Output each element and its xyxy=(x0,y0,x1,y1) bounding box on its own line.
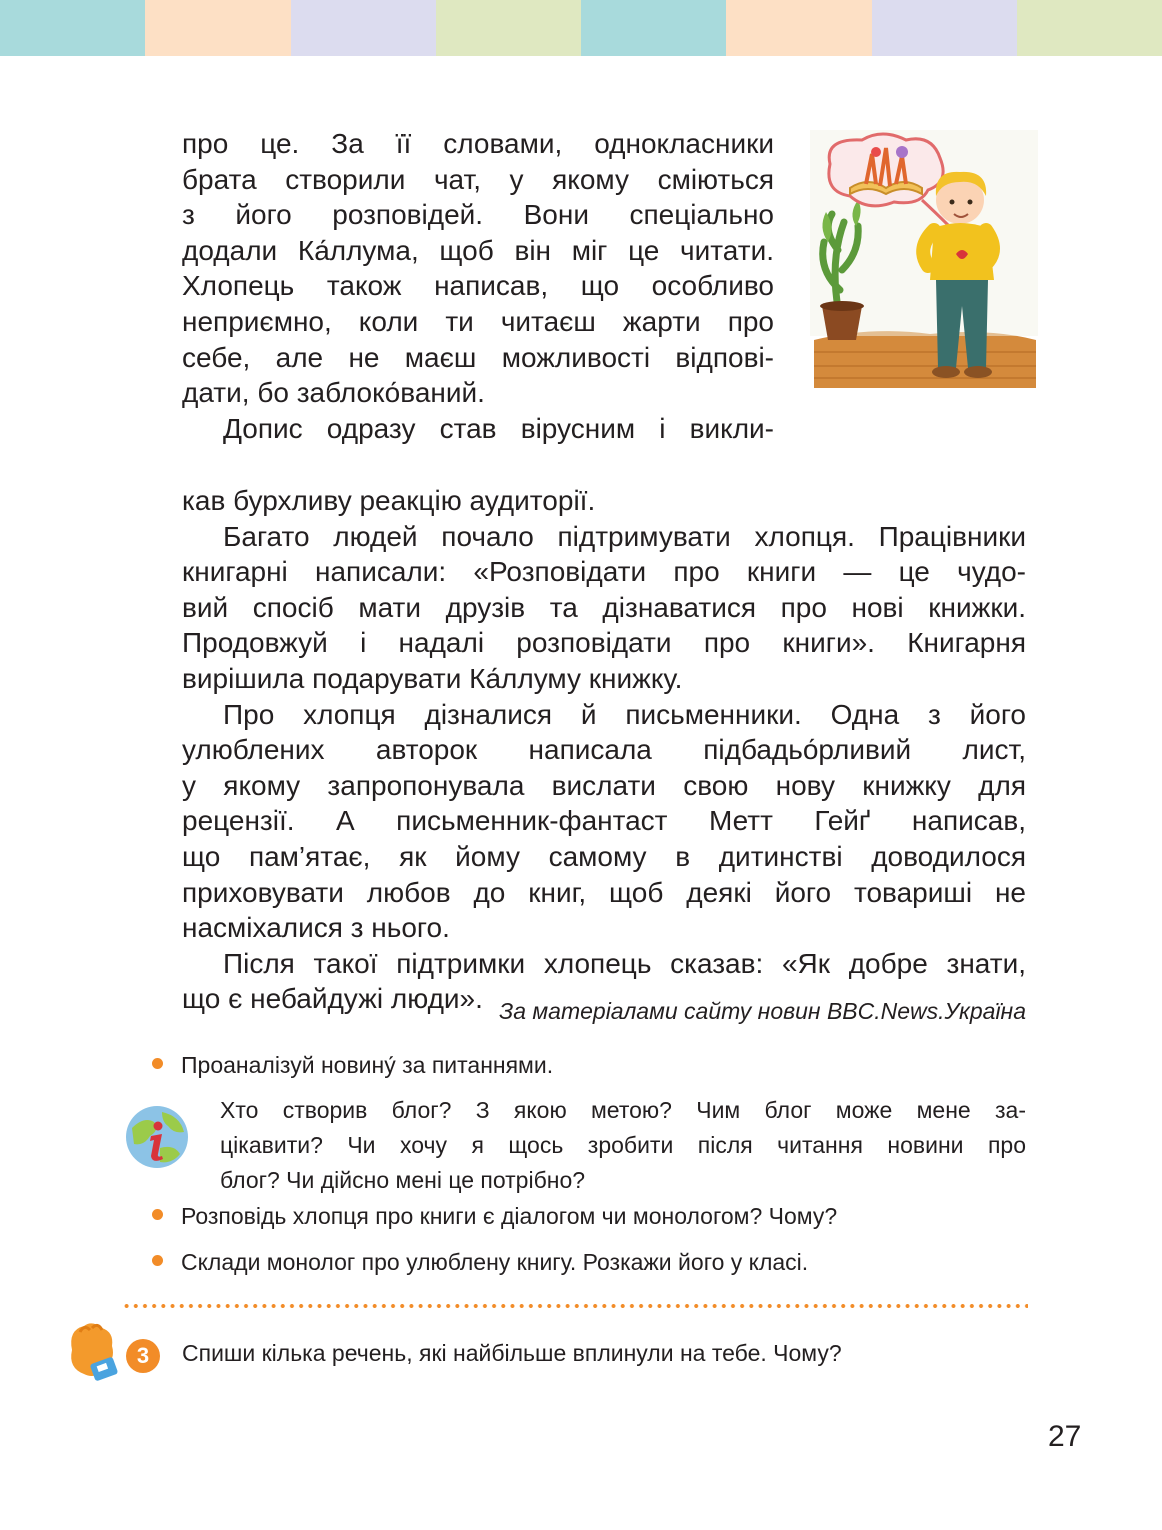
article-line: Багато людей почало підтримувати хлопця. Працівники xyxy=(223,520,1026,552)
header-color-bar xyxy=(0,0,1162,56)
color-segment xyxy=(872,0,1017,56)
article-line: брата створили чат, у якому сміються xyxy=(182,163,774,195)
question-text: Склади монолог про улюблену книгу. Розкажи його у класі. xyxy=(181,1249,809,1275)
article-line: Хлопець також написав, що особливо xyxy=(182,270,774,302)
info-line: блог? Чи дійсно мені це потрібно? xyxy=(220,1167,586,1193)
article-line: у якому запропонувала вислати свою нову книжку для xyxy=(182,769,1026,801)
article-line: Після такої підтримки хлопець сказав: «Як добре знати, xyxy=(223,947,1026,979)
article-line: неприємно, коли ти читаєш жарти про xyxy=(182,305,774,337)
article-line: про це. За її словами, однокласники xyxy=(182,128,774,159)
bullet-dot-icon xyxy=(152,1058,163,1069)
article-line: вий спосіб мати друзів та дізнаватися про нові книжки. xyxy=(182,591,1026,623)
article-line: себе, але не маєш можливості відпові- xyxy=(182,341,774,373)
article-line: що пам’ятає, як йому самому в дитинстві доводилося xyxy=(182,840,1026,872)
question-analyze xyxy=(152,1052,553,1079)
page-number: 27 xyxy=(1048,1420,1082,1453)
info-line: Хто створив блог? З якою метою? Чим блог може мене за- xyxy=(220,1097,1026,1123)
question-text: Розповідь хлопця про книги є діалогом чи монологом? Чому? xyxy=(181,1203,838,1229)
question-text: Проаналізуй новину́ за питаннями. xyxy=(181,1052,554,1078)
question-monolog xyxy=(152,1249,808,1276)
question-dialog xyxy=(152,1203,837,1230)
article-line: книгарні написали: «Розповідати про книги — це чудо- xyxy=(182,556,1026,588)
article-line: улюблених авторок написала підбадьо́рливий лист, xyxy=(182,734,1026,766)
color-segment xyxy=(436,0,581,56)
article-line: що є небайдужі люди». xyxy=(182,983,483,1015)
dotted-separator xyxy=(122,1304,1028,1308)
color-segment xyxy=(1017,0,1162,56)
task-text: Спиши кілька речень, які найбільше вплинули на тебе. Чому? xyxy=(182,1340,842,1366)
bullet-dot-icon xyxy=(152,1255,163,1266)
article-line: кав бурхливу реакцію аудиторії. xyxy=(182,485,596,516)
color-segment xyxy=(581,0,726,56)
color-segment xyxy=(291,0,436,56)
article-line: Продовжуй і надалі розповідати про книги». Книгарня xyxy=(182,627,1026,659)
article-source: За матеріалами сайту новин BBC.News.Україна xyxy=(499,998,1026,1024)
boy-with-book-illustration xyxy=(810,130,1038,392)
info-questions xyxy=(220,1093,1026,1198)
article-line: Про хлопця дізналися й письменники. Одна з його xyxy=(223,698,1026,730)
article-text-main xyxy=(182,483,1026,1017)
article-line: дати, бо заблоко́ваний. xyxy=(182,377,485,409)
color-segment xyxy=(0,0,145,56)
article-line: Допис одразу став вірусним і викли- xyxy=(223,412,774,444)
info-line: цікавити? Чи хочу я щось зробити після читання новини про xyxy=(220,1132,1026,1158)
article-text-top xyxy=(182,126,774,446)
article-line: насміхалися з нього. xyxy=(182,912,450,944)
color-segment xyxy=(145,0,290,56)
info-globe-icon xyxy=(124,1104,190,1170)
article-line: з його розповідей. Вони спеціально xyxy=(182,199,774,231)
bullet-dot-icon xyxy=(152,1209,163,1220)
article-line: рецензії. А письменник-фантаст Метт Гейґ написав, xyxy=(182,805,1026,837)
hand-with-pencil-icon xyxy=(62,1320,126,1386)
color-segment xyxy=(726,0,871,56)
task-number-badge: 3 xyxy=(126,1339,160,1373)
article-line: додали Ка́ллума, щоб він міг це читати. xyxy=(182,234,774,266)
article-line: приховувати любов до книг, щоб деякі його товариші не xyxy=(182,876,1026,908)
article-line: вирішила подарувати Ка́ллуму книжку. xyxy=(182,662,683,694)
